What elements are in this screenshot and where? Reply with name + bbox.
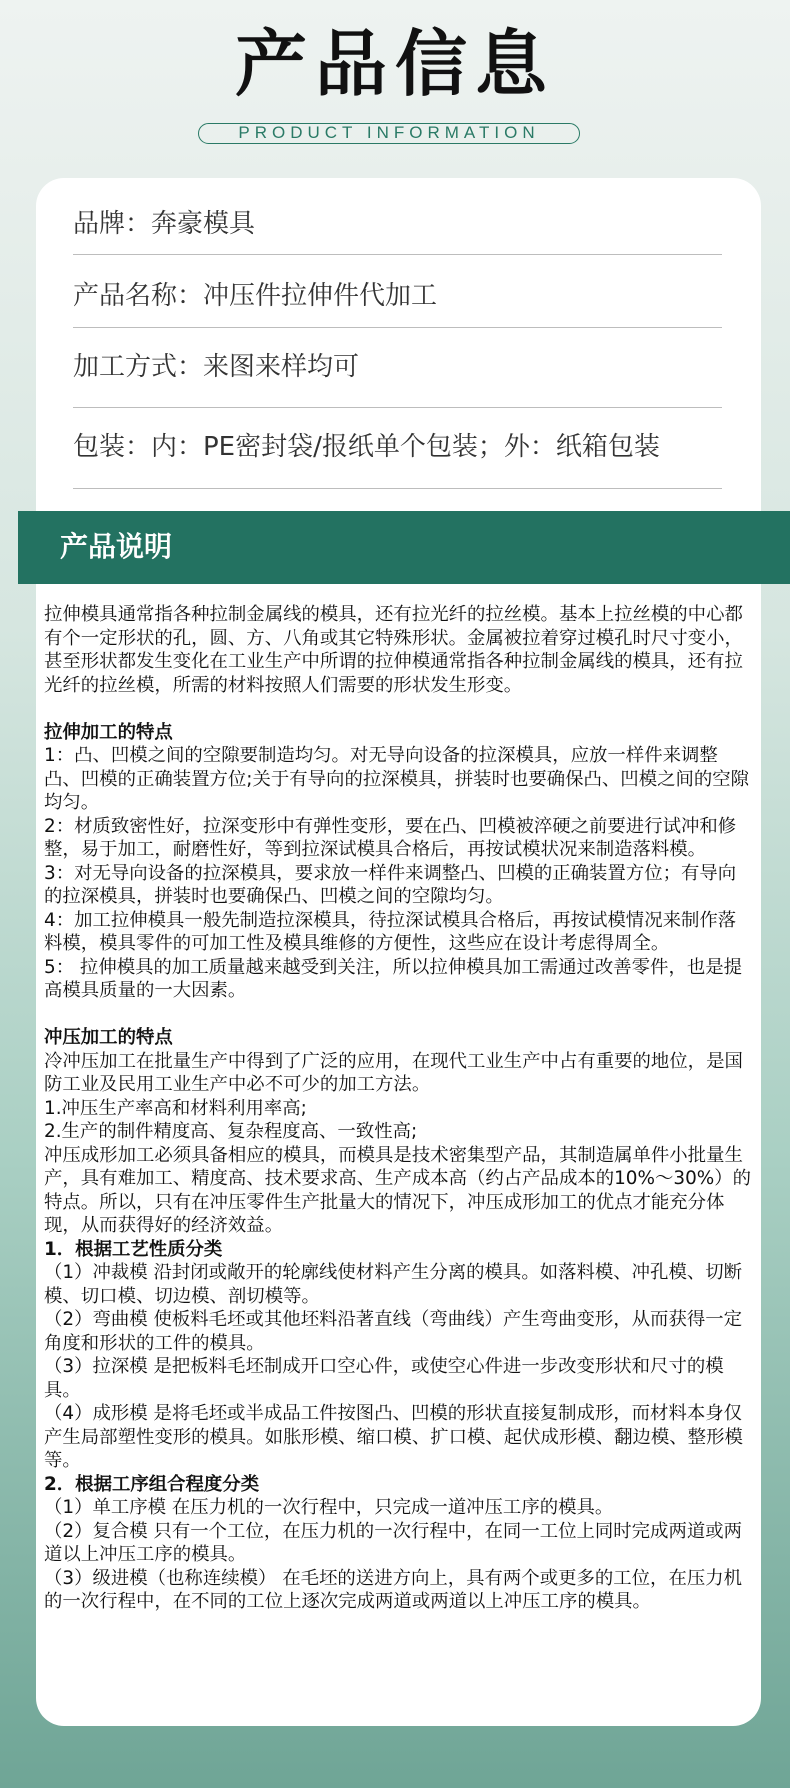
info-product-name-text: 产品名称：冲压件拉伸件代加工 [73, 281, 438, 311]
stretch-point: 3：对无导向设备的拉深模具，要求放一样件来调整凸、凹模的正确装置方位；有导向的拉深模具，拼装时也要确保凸、凹模之间的空隙均匀。 [44, 862, 737, 907]
stretch-heading: 拉伸加工的特点 [44, 721, 173, 743]
stretch-point: 5： 拉伸模具的加工质量越来越受到关注，所以拉伸模具加工需通过改善零件，也是提高模具质量的一大因素。 [44, 956, 743, 1001]
info-packaging [73, 430, 722, 464]
stretch-point: 1：凸、凹模之间的空隙要制造均匀。对无导向设备的拉深模具，应放一样件来调整凸、凹模的正确装置方位;关于有导向的拉深模具，拼装时也要确保凸、凹模之间的空隙均匀。 [44, 745, 750, 813]
section-title: 产品说明 [60, 530, 173, 563]
page-subtitle: PRODUCT INFORMATION [198, 123, 580, 144]
stretch-point: 4：加工拉伸模具一般先制造拉深模具，待拉深试模具合格后，再按试模情况来制作落料模，模具零件的可加工性及模具维修的方便性，这些应在设计考虑得周全。 [44, 909, 737, 954]
stamp-intro: 冷冲压加工在批量生产中得到了广泛的应用，在现代工业生产中占有重要的地位，是国防工业及民用工业生产中必不可少的加工方法。 [44, 1050, 743, 1095]
stamp-point: 1.冲压生产率高和材料利用率高; [44, 1097, 307, 1119]
stamp-point: 2.生产的制件精度高、复杂程度高、一致性高; [44, 1121, 418, 1142]
intro-paragraph: 拉伸模具通常指各种拉制金属线的模具，还有拉光纤的拉丝模。基本上拉丝模的中心都有个一定形状的孔，圆、方、八角或其它特殊形状。金属被拉着穿过模孔时尺寸变小，甚至形状都发生变化在工业生产中所谓的拉伸模通常指各种拉制金属线的模具，还有拉光纤的拉丝模，所需的材料按照人们需要的形状发生形变。 [44, 604, 743, 696]
class2-item: （3）级进模（也称连续模） 在毛坯的送进方向上，具有两个或更多的工位，在压力机的一次行程中，在不同的工位上逐次完成两道或两道以上冲压工序的模具。 [44, 1567, 743, 1612]
info-brand-text: 品牌：奔豪模具 [73, 209, 256, 239]
class1-item: （2）弯曲模 使板料毛坯或其他坯料沿著直线（弯曲线）产生弯曲变形，从而获得一定角度和形状的工件的模具。 [44, 1309, 743, 1354]
page-title: 产品信息 [234, 22, 555, 106]
class1-heading: 1．根据工艺性质分类 [44, 1238, 223, 1260]
info-product-name [73, 279, 722, 313]
section-banner [18, 511, 790, 584]
stretch-point: 2：材质致密性好，拉深变形中有弹性变形，要在凸、凹模被淬硬之前要进行试冲和修整，易于加工，耐磨性好，等到拉深试模具合格后，再按试模状况来制造落料模。 [44, 815, 737, 860]
description-body [44, 603, 754, 1614]
class2-item: （2）复合模 只有一个工位，在压力机的一次行程中，在同一工位上同时完成两道或两道以上冲压工序的模具。 [44, 1520, 743, 1565]
class1-item: （1）冲裁模 沿封闭或敞开的轮廓线使材料产生分离的模具。如落料模、冲孔模、切断模、切口模、切边模、剖切模等。 [44, 1262, 743, 1307]
stamp-summary: 冲压成形加工必须具备相应的模具，而模具是技术密集型产品，其制造属单件小批量生产，具有难加工、精度高、技术要求高、生产成本高（约占产品成本的10%～30%）的特点。所以，只有在冲压零件生产批量大的情况下，冲压成形加工的优点才能充分体现，从而获得好的经济效益。 [44, 1144, 752, 1236]
class1-item: （3）拉深模 是把板料毛坯制成开口空心件，或使空心件进一步改变形状和尺寸的模具。 [44, 1356, 724, 1401]
divider [73, 254, 722, 255]
info-packaging-text: 包装：内：PE密封袋/报纸单个包装；外：纸箱包装 [73, 432, 660, 462]
divider [73, 327, 722, 328]
class2-item: （1）单工序模 在压力机的一次行程中，只完成一道冲压工序的模具。 [44, 1497, 614, 1518]
info-processing [73, 350, 722, 384]
stamp-heading: 冲压加工的特点 [44, 1027, 173, 1048]
info-brand [73, 207, 722, 241]
class2-heading: 2．根据工序组合程度分类 [44, 1473, 260, 1495]
divider [73, 488, 722, 489]
divider [73, 407, 722, 408]
info-processing-text: 加工方式：来图来样均可 [73, 352, 360, 382]
class1-item: （4）成形模 是将毛坯或半成品工件按图凸、凹模的形状直接复制成形，而材料本身仅产生局部塑性变形的模具。如胀形模、缩口模、扩口模、起伏成形模、翻边模、整形模等。 [44, 1403, 743, 1471]
